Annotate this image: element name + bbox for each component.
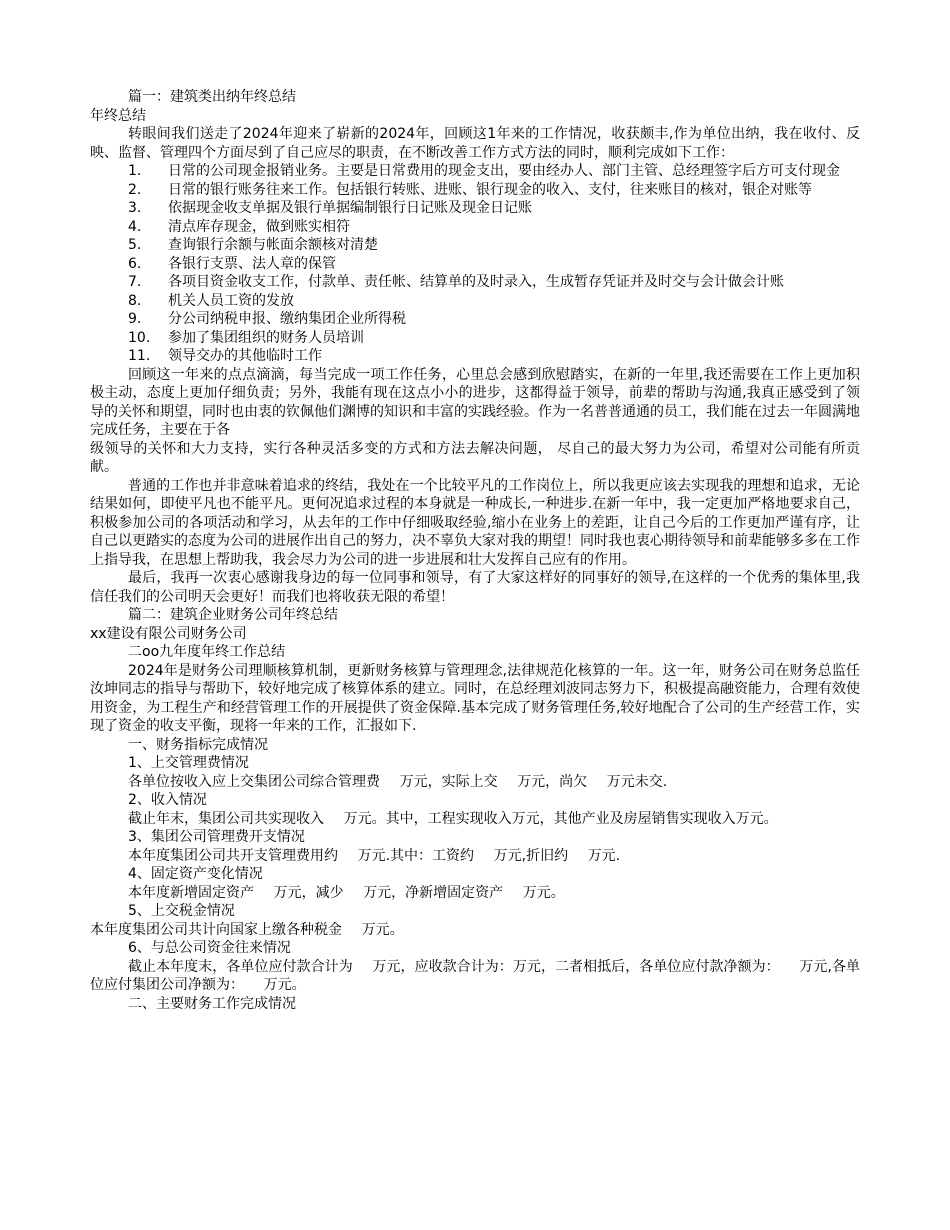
list-item <box>90 199 860 218</box>
subsection-fixed-assets: 4、固定资产变化情况 <box>128 866 263 882</box>
list-item <box>90 181 860 200</box>
list-number: 8. <box>128 292 142 309</box>
list-number: 5. <box>128 237 142 253</box>
income-text: 截止年末，集团公司共实现收入 万元。其中，工程实现收入万元，其他产业及房屋销售实现收入万元。 <box>128 810 778 827</box>
subsection-management-fee: 1、上交管理费情况 <box>128 755 249 771</box>
list-number: 7. <box>128 274 142 290</box>
fixed-assets-text: 本年度新增固定资产 万元，减少 万元，净新增固定资产 万元。 <box>128 884 565 901</box>
list-number: 9. <box>128 311 142 327</box>
list-text: 查询银行余额与帐面余额核对清楚 <box>168 237 378 253</box>
section-heading-part2: 篇二：建筑企业财务公司年终总结 <box>128 607 338 623</box>
list-text: 各项目资金收支工作，付款单、责任帐、结算单的及时录入，生成暂存凭证并及时交与会计做会计账 <box>168 274 784 290</box>
subsection-fund-transactions: 6、与总公司资金往来情况 <box>128 940 291 956</box>
list-text: 机关人员工资的发放 <box>168 292 294 309</box>
company-name: xx建设有限公司财务公司 <box>90 625 247 642</box>
report-intro-paragraph: 2024年是财务公司理顺核算机制，更新财务核算与管理理念,法律规范化核算的一年。这一年，财务公司在财务总监任汝坤同志的指导与帮助下，较好地完成了核算体系的建立。同时，在总经理刘波同志努力下，积极提高融资能力，合理有效使用资金，为工程生产和经营管理工作的开展提供了资金保障.基本完成了财务管理任务,较好地配合了公司的生产经营工作，实现了资金的收支平衡，现将一年来的工作，汇报如下. <box>90 662 860 734</box>
list-item <box>90 310 860 329</box>
report-title: 二oo九年度年终工作总结 <box>128 644 286 660</box>
management-fee-text: 各单位按收入应上交集团公司综合管理费 万元，实际上交 万元，尚欠 万元未交. <box>128 773 668 790</box>
list-item <box>90 329 860 348</box>
list-item <box>90 347 860 366</box>
closing-paragraph: 最后，我再一次衷心感谢我身边的每一位同事和领导，有了大家这样好的同事好的领导,在这样的一个优秀的集体里,我信任我们的公司明天会更好！而我们也将收获无限的希望！ <box>90 570 860 605</box>
taxes-text: 本年度集团公司共计向国家上缴各种税金 万元。 <box>90 921 404 938</box>
list-text: 各银行支票、法人章的保管 <box>168 255 336 272</box>
section-main-financial-work: 二、主要财务工作完成情况 <box>128 995 296 1012</box>
list-text: 依据现金收支单据及银行单据编制银行日记账及现金日记账 <box>168 200 532 216</box>
list-item <box>90 162 860 181</box>
review-paragraph-continued: 级领导的关怀和大力支持，实行各种灵活多变的方式和方法去解决问题， 尽自己的最大努力为公司，希望对公司能有所贡献。 <box>90 440 860 475</box>
subsection-income: 2、收入情况 <box>128 792 207 808</box>
list-item <box>90 292 860 311</box>
review-paragraph: 回顾这一年来的点点滴滴，每当完成一项工作任务，心里总会感到欣慰踏实，在新的一年里,我还需要在工作上更加积极主动，态度上更加仔细负责；另外，我能有现在这点小小的进步，这都得益于领导，前辈的帮助与沟通,我真正感受到了领导的关怀和期望，同时也由衷的钦佩他们渊博的知识和丰富的实践经验。作为一名普普通通的员工，我们能在过去一年圆满地完成任务，主要在于各 <box>90 366 860 438</box>
document-page <box>90 88 860 1013</box>
list-text: 领导交办的其他临时工作 <box>168 348 322 364</box>
list-text: 日常的公司现金报销业务。主要是日常费用的现金支出，要由经办人、部门主管、总经理签字后方可支付现金 <box>168 163 840 179</box>
list-number: 4. <box>128 218 142 235</box>
list-item <box>90 236 860 255</box>
list-number: 1. <box>128 163 142 179</box>
list-number: 10. <box>128 329 151 346</box>
list-number: 3. <box>128 200 142 216</box>
intro-paragraph: 转眼间我们送走了2024年迎来了崭新的2024年，回顾这1年来的工作情况，收获颇丰,作为单位出纳，我在收付、反映、监督、管理四个方面尽到了自己应尽的职责，在不断改善工作方式方法的同时，顺利完成如下工作： <box>90 126 860 161</box>
list-number: 2. <box>128 181 142 198</box>
subsection-expense: 3、集团公司管理费开支情况 <box>128 829 305 845</box>
work-item-list <box>90 162 860 366</box>
list-text: 清点库存现金，做到账实相符 <box>168 218 350 235</box>
fund-transactions-text: 截止本年度末，各单位应付款合计为 万元，应收款合计为：万元，二者相抵后，各单位应付款净额为： 万元,各单位应付集团公司净额为： 万元。 <box>90 958 861 993</box>
list-text: 参加了集团组织的财务人员培训 <box>168 329 364 346</box>
section-heading-part1: 篇一：建筑类出纳年终总结 <box>128 89 296 105</box>
list-item <box>90 273 860 292</box>
list-text: 日常的银行账务往来工作。包括银行转账、进账、银行现金的收入、支付，往来账目的核对，银企对账等 <box>168 181 812 198</box>
expense-text: 本年度集团公司共开支管理费用约 万元.其中：工资约 万元,折旧约 万元. <box>128 847 621 864</box>
list-number: 11. <box>128 348 151 364</box>
section-financial-indicators: 一、财务指标完成情况 <box>128 736 268 753</box>
list-text: 分公司纳税申报、缴纳集团企业所得税 <box>168 311 406 327</box>
list-item <box>90 255 860 274</box>
list-number: 6. <box>128 255 142 272</box>
subheading: 年终总结 <box>90 107 146 124</box>
subsection-taxes: 5、上交税金情况 <box>128 903 235 919</box>
list-item <box>90 218 860 237</box>
ordinary-work-paragraph: 普通的工作也并非意味着追求的终结，我处在一个比较平凡的工作岗位上，所以我更应该去实现我的理想和追求，无论结果如何，即使平凡也不能平凡。更何况追求过程的本身就是一种成长,一种进步.在新一年中，我一定更加严格地要求自己，积极参加公司的各项活动和学习，从去年的工作中仔细吸取经验,缩小在业务上的差距，让自己今后的工作更加严谨有序，让自己以更踏实的态度为公司的进展作出自己的努力，决不辜负大家对我的期望！同时我也衷心期待领导和前辈能够多多在工作上指导我，在思想上帮助我，我会尽力为公司的进一步进展和壮大发挥自己应有的作用。 <box>90 477 860 568</box>
